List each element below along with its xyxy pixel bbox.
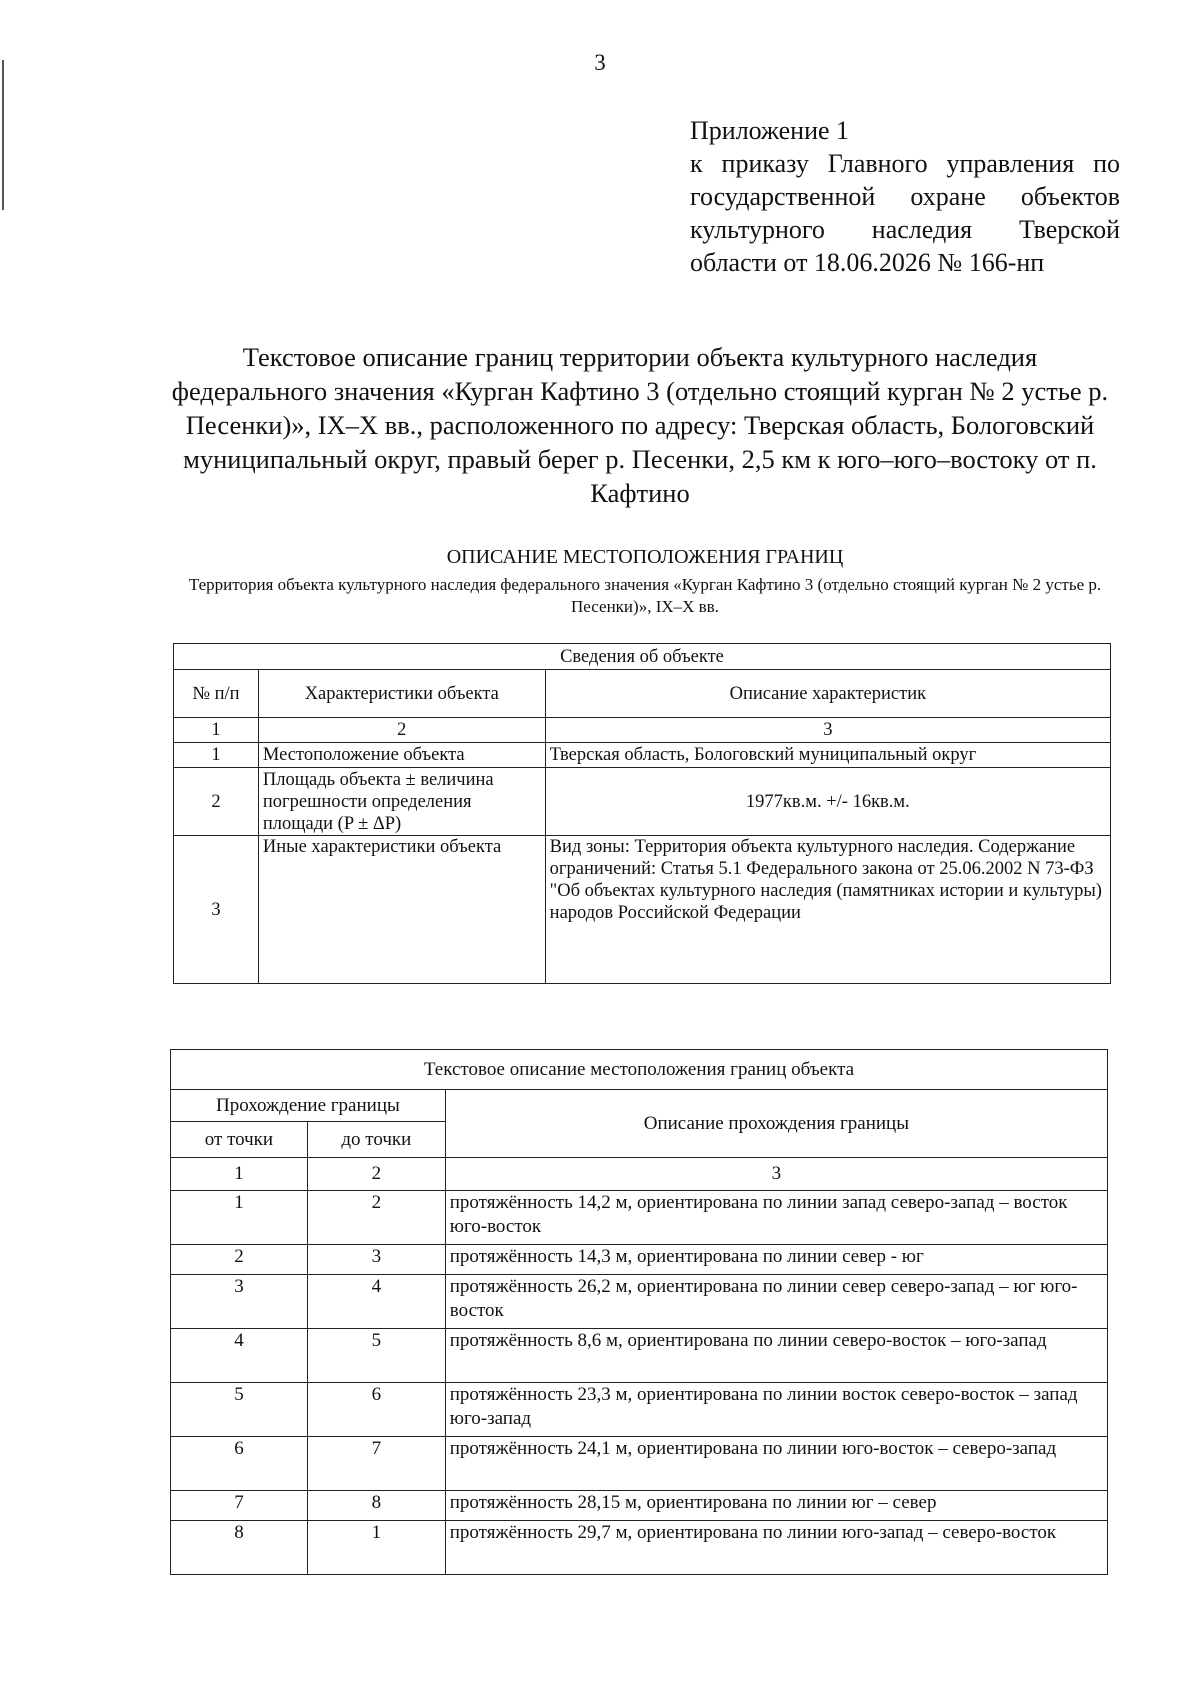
to-point: 4 [307, 1275, 445, 1329]
header-boundary-passage: Прохождение границы [171, 1090, 446, 1122]
row-number: 1 [174, 743, 259, 768]
appendix-title: Приложение 1 [690, 116, 850, 145]
table-row [174, 743, 1111, 768]
document-title: Текстовое описание границ территории объекта культурного наследия федерального значения «Курган Кафтино 3 (отдельно стоящий курган № 2 устье р. Песенки)», IX–X вв., расположенного по адресу: Тверская область, Бологовский муниципальный округ, правый берег р. Песенки, 2,5 км к юго–юго–востоку от п. Кафтино [171, 342, 1109, 508]
column-number-2: 2 [258, 718, 545, 743]
row-characteristic: Площадь объекта ± величина погрешности определения площади (P ± ΔP) [258, 768, 545, 836]
header-to-point: до точки [307, 1122, 445, 1158]
table-row [171, 1491, 1108, 1521]
segment-description: протяжённость 29,7 м, ориентирована по линии юго-запад – северо-восток [445, 1521, 1107, 1575]
segment-description: протяжённость 28,15 м, ориентирована по линии юг – север [445, 1491, 1107, 1521]
to-point: 6 [307, 1383, 445, 1437]
table-row [174, 768, 1111, 836]
header-number: № п/п [174, 670, 259, 718]
row-description: 1977кв.м. +/- 16кв.м. [545, 768, 1110, 836]
segment-description: протяжённость 23,3 м, ориентирована по линии восток северо-восток – запад юго-запад [445, 1383, 1107, 1437]
column-number-1: 1 [171, 1158, 308, 1191]
segment-description: протяжённость 24,1 м, ориентирована по линии юго-восток – северо-запад [445, 1437, 1107, 1491]
section-title: ОПИСАНИЕ МЕСТОПОЛОЖЕНИЯ ГРАНИЦ [446, 546, 844, 568]
from-point: 6 [171, 1437, 308, 1491]
header-boundary-description: Описание прохождения границы [445, 1090, 1107, 1158]
object-info-table [173, 643, 1111, 984]
from-point: 2 [171, 1245, 308, 1275]
page-number: 3 [594, 50, 606, 75]
to-point: 8 [307, 1491, 445, 1521]
appendix-block [690, 114, 1120, 279]
from-point: 1 [171, 1191, 308, 1245]
section-subtitle: Территория объекта культурного наследия федерального значения «Курган Кафтино 3 (отдельно стоящий курган № 2 устье р. Песенки)», IX–X вв. [188, 575, 1102, 616]
column-number-3: 3 [445, 1158, 1107, 1191]
from-point: 8 [171, 1521, 308, 1575]
row-description: Вид зоны: Территория объекта культурного наследия. Содержание ограничений: Статья 5.1 Федерального закона от 25.06.2002 N 73-ФЗ "Об объектах культурного наследия (памятниках истории и культуры) народов Российской Федерации [545, 836, 1110, 984]
header-from-point: от точки [171, 1122, 308, 1158]
table-row [174, 836, 1111, 984]
to-point: 7 [307, 1437, 445, 1491]
column-number-1: 1 [174, 718, 259, 743]
segment-description: протяжённость 26,2 м, ориентирована по линии север северо-запад – юг юго-восток [445, 1275, 1107, 1329]
to-point: 5 [307, 1329, 445, 1383]
row-characteristic: Местоположение объекта [258, 743, 545, 768]
from-point: 4 [171, 1329, 308, 1383]
table-row [171, 1191, 1108, 1245]
boundary-description-table [170, 1049, 1108, 1575]
to-point: 2 [307, 1191, 445, 1245]
row-description: Тверская область, Бологовский муниципальный округ [545, 743, 1110, 768]
appendix-reference: к приказу Главного управления по государственной охране объектов культурного наследия Тверской области от 18.06.2026 № 166-нп [690, 149, 1120, 277]
row-characteristic: Иные характеристики объекта [258, 836, 545, 984]
table-row [171, 1383, 1108, 1437]
to-point: 1 [307, 1521, 445, 1575]
table-row [171, 1329, 1108, 1383]
header-description: Описание характеристик [545, 670, 1110, 718]
segment-description: протяжённость 14,3 м, ориентирована по линии север - юг [445, 1245, 1107, 1275]
column-number-3: 3 [545, 718, 1110, 743]
from-point: 7 [171, 1491, 308, 1521]
table-row [171, 1245, 1108, 1275]
column-number-2: 2 [307, 1158, 445, 1191]
table-row [171, 1521, 1108, 1575]
table-row [171, 1275, 1108, 1329]
row-number: 3 [174, 836, 259, 984]
object-table-caption: Сведения об объекте [174, 644, 1111, 670]
from-point: 5 [171, 1383, 308, 1437]
header-characteristic: Характеристики объекта [258, 670, 545, 718]
from-point: 3 [171, 1275, 308, 1329]
to-point: 3 [307, 1245, 445, 1275]
segment-description: протяжённость 8,6 м, ориентирована по линии северо-восток – юго-запад [445, 1329, 1107, 1383]
boundary-table-caption: Текстовое описание местоположения границ объекта [171, 1050, 1108, 1090]
segment-description: протяжённость 14,2 м, ориентирована по линии запад северо-запад – восток юго-восток [445, 1191, 1107, 1245]
scan-edge-mark [2, 60, 4, 210]
table-row [171, 1437, 1108, 1491]
row-number: 2 [174, 768, 259, 836]
